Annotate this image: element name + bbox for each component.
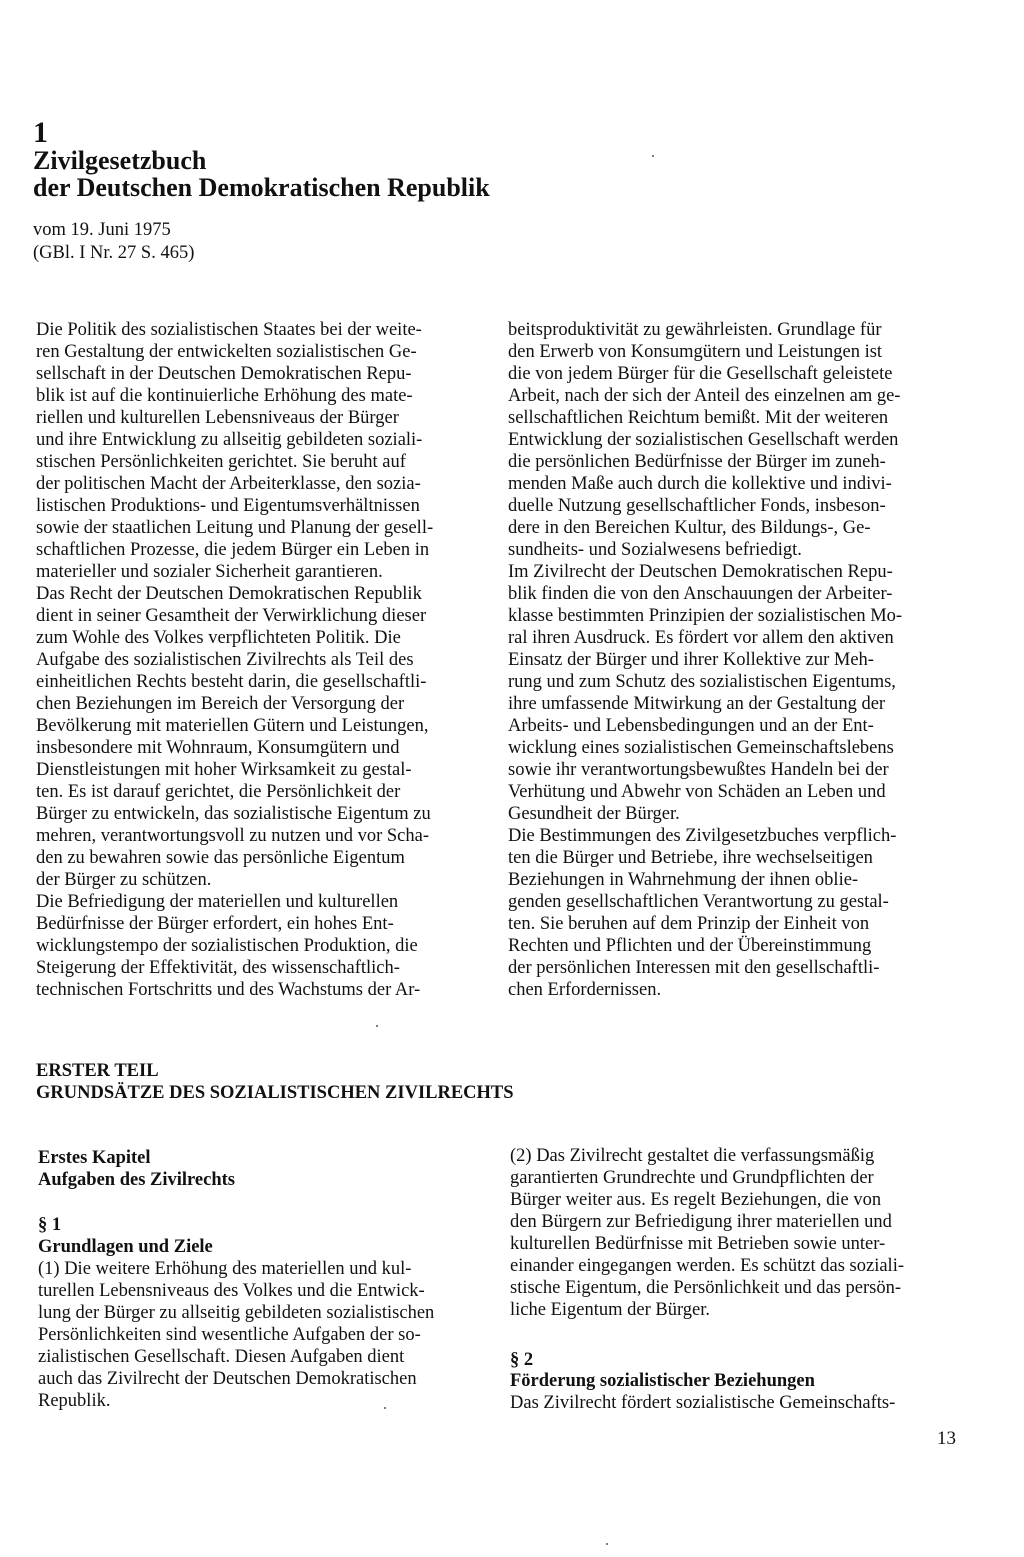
preamble-line: Rechten und Pflichten und der Übereinstimmung (508, 936, 872, 956)
section-1-line: Persönlichkeiten sind wesentliche Aufgaben der so- (38, 1325, 421, 1345)
preamble-line: Arbeit, nach der sich der Anteil des einzelnen am ge- (508, 386, 901, 406)
preamble-line: Aufgabe des sozialistischen Zivilrechts als Teil des (36, 650, 414, 670)
section-1-right-text (510, 1145, 958, 1321)
section-1-line: Republik. (38, 1391, 111, 1411)
document-number: 1 (33, 116, 48, 149)
preamble-line: Die Politik des sozialistischen Staates bei der weite- (36, 320, 422, 340)
section-1-line: turellen Lebensniveaus des Volkes und die Entwick- (38, 1281, 425, 1301)
preamble-line: sowie der staatlichen Leitung und Planung der gesell- (36, 518, 434, 538)
preamble-line: sellschaftlichen Reichtum bemißt. Mit der weiteren (508, 408, 889, 428)
preamble-line: Entwicklung der sozialistischen Gesellschaft werden (508, 430, 899, 450)
preamble-line: den Erwerb von Konsumgütern und Leistungen ist (508, 342, 883, 362)
document-date: vom 19. Juni 1975 (33, 220, 171, 240)
preamble-line: sundheits- und Sozialwesens befriedigt. (508, 540, 802, 560)
scan-speck (384, 1407, 386, 1409)
scan-speck (376, 1025, 378, 1027)
preamble-line: Steigerung der Effektivität, des wissenschaftlich- (36, 958, 400, 978)
section-1-line: garantierten Grundrechte und Grundpflichten der (510, 1168, 874, 1188)
preamble-line: Bevölkerung mit materiellen Gütern und Leistungen, (36, 716, 429, 736)
section-1-line: einander eingegangen werden. Es schützt das soziali- (510, 1256, 905, 1276)
preamble-line: und ihre Entwicklung zu allseitig gebildeten soziali- (36, 430, 423, 450)
preamble-line: einheitlichen Rechts besteht darin, die gesellschaftli- (36, 672, 427, 692)
section-1-line: Bürger weiter aus. Es regelt Beziehungen, die von (510, 1190, 882, 1210)
preamble-line: Die Bestimmungen des Zivilgesetzbuches verpflich- (508, 826, 897, 846)
section-1-number: § 1 (38, 1215, 62, 1235)
section-1-line: (1) Die weitere Erhöhung des materiellen und kul- (38, 1259, 412, 1279)
preamble-line: die persönlichen Bedürfnisse der Bürger im zuneh- (508, 452, 886, 472)
section-1-title: Grundlagen und Ziele (38, 1237, 213, 1257)
preamble-line: blik ist auf die kontinuierliche Erhöhung des mate- (36, 386, 413, 406)
section-2-text (510, 1392, 958, 1414)
preamble-line: Einsatz der Bürger und ihrer Kollektive zur Meh- (508, 650, 874, 670)
preamble-line: stischen Persönlichkeiten gerichtet. Sie beruht auf (36, 452, 406, 472)
preamble-line: dient in seiner Gesamtheit der Verwirklichung dieser (36, 606, 427, 626)
preamble-line: duelle Nutzung gesellschaftlicher Fonds, insbeson- (508, 496, 886, 516)
preamble-line: Arbeits- und Lebensbedingungen und an der Ent- (508, 716, 874, 736)
scan-speck (652, 155, 654, 157)
preamble-line: chen Erfordernissen. (508, 980, 662, 1000)
preamble-line: der politischen Macht der Arbeiterklasse, den sozia- (36, 474, 421, 494)
document-citation: (GBl. I Nr. 27 S. 465) (33, 243, 195, 263)
section-1-line: liche Eigentum der Bürger. (510, 1300, 711, 1320)
chapter-title: Aufgaben des Zivilrechts (38, 1170, 236, 1190)
preamble-line: zum Wohle des Volkes verpflichteten Politik. Die (36, 628, 401, 648)
section-1-line: kulturellen Bedürfnisse mit Betrieben sowie unter- (510, 1234, 886, 1254)
preamble-line: ten die Bürger und Betriebe, ihre wechselseitigen (508, 848, 873, 868)
preamble-line: sellschaft in der Deutschen Demokratischen Repu- (36, 364, 412, 384)
preamble-line: sowie ihr verantwortungsbewußtes Handeln bei der (508, 760, 889, 780)
preamble-line: materieller und sozialer Sicherheit garantieren. (36, 562, 383, 582)
preamble-line: klasse bestimmten Prinzipien der sozialistischen Mo- (508, 606, 903, 626)
preamble-line: den zu bewahren sowie das persönliche Eigentum (36, 848, 405, 868)
preamble-line: beitsproduktivität zu gewährleisten. Grundlage für (508, 320, 882, 340)
section-2-number: § 2 (510, 1350, 534, 1370)
preamble-line: Beziehungen in Wahrnehmung der ihnen oblie- (508, 870, 859, 890)
part-label: ERSTER TEIL (36, 1061, 159, 1081)
preamble-line: chen Beziehungen im Bereich der Versorgung der (36, 694, 405, 714)
preamble-line: ren Gestaltung der entwickelten sozialistischen Ge- (36, 342, 417, 362)
preamble-line: Bedürfnisse der Bürger erfordert, ein hohes Ent- (36, 914, 394, 934)
preamble-line: mehren, verantwortungsvoll zu nutzen und vor Scha- (36, 826, 430, 846)
section-1-line: lung der Bürger zu allseitig gebildeten sozialistischen (38, 1303, 435, 1323)
preamble-left-column (36, 319, 480, 1001)
section-2-line: Das Zivilrecht fördert sozialistische Gemeinschafts- (510, 1393, 896, 1413)
preamble-line: wicklungstempo der sozialistischen Produktion, die (36, 936, 418, 956)
preamble-line: ten. Sie beruhen auf dem Prinzip der Einheit von (508, 914, 870, 934)
preamble-line: der Bürger zu schützen. (36, 870, 212, 890)
preamble-line: blik finden die von den Anschauungen der Arbeiter- (508, 584, 893, 604)
scan-speck (606, 1543, 608, 1545)
preamble-line: Verhütung und Abwehr von Schäden an Leben und (508, 782, 886, 802)
preamble-line: Im Zivilrecht der Deutschen Demokratischen Repu- (508, 562, 893, 582)
chapter-label: Erstes Kapitel (38, 1148, 151, 1168)
preamble-line: Die Befriedigung der materiellen und kulturellen (36, 892, 399, 912)
preamble-line: schaftlichen Prozesse, die jedem Bürger ein Leben in (36, 540, 430, 560)
section-1-line: auch das Zivilrecht der Deutschen Demokratischen (38, 1369, 417, 1389)
preamble-right-column (508, 319, 956, 1001)
preamble-line: Bürger zu entwickeln, das sozialistische Eigentum zu (36, 804, 431, 824)
preamble-line: ihre umfassende Mitwirkung an der Gestaltung der (508, 694, 886, 714)
preamble-line: listischen Produktions- und Eigentumsverhältnissen (36, 496, 420, 516)
section-1-line: stische Eigentum, die Persönlichkeit und das persön- (510, 1278, 901, 1298)
preamble-line: dere in den Bereichen Kultur, des Bildungs-, Ge- (508, 518, 871, 538)
preamble-line: ral ihren Ausdruck. Es fördert vor allem den aktiven (508, 628, 894, 648)
part-title: GRUNDSÄTZE DES SOZIALISTISCHEN ZIVILRECHTS (36, 1083, 514, 1103)
preamble-line: genden gesellschaftlichen Verantwortung zu gestal- (508, 892, 889, 912)
section-1-left-text (38, 1258, 482, 1412)
preamble-line: riellen und kulturellen Lebensniveaus der Bürger (36, 408, 399, 428)
document-title-line-1: Zivilgesetzbuch (33, 146, 207, 175)
section-1-line: zialistischen Gesellschaft. Diesen Aufgaben dient (38, 1347, 405, 1367)
preamble-line: rung und zum Schutz des sozialistischen Eigentums, (508, 672, 896, 692)
preamble-line: der persönlichen Interessen mit den gesellschaftli- (508, 958, 880, 978)
preamble-line: menden Maße auch durch die kollektive und indivi- (508, 474, 892, 494)
section-2-title: Förderung sozialistischer Beziehungen (510, 1371, 815, 1391)
preamble-line: Gesundheit der Bürger. (508, 804, 680, 824)
preamble-line: die von jedem Bürger für die Gesellschaft geleistete (508, 364, 893, 384)
section-1-line: den Bürgern zur Befriedigung ihrer materiellen und (510, 1212, 892, 1232)
preamble-line: insbesondere mit Wohnraum, Konsumgütern und (36, 738, 400, 758)
preamble-line: Dienstleistungen mit hoher Wirksamkeit zu gestal- (36, 760, 412, 780)
preamble-line: Das Recht der Deutschen Demokratischen Republik (36, 584, 422, 604)
page-number: 13 (937, 1428, 956, 1449)
preamble-line: wicklung eines sozialistischen Gemeinschaftslebens (508, 738, 894, 758)
document-title-line-2: der Deutschen Demokratischen Republik (33, 173, 490, 202)
preamble-line: ten. Es ist darauf gerichtet, die Persönlichkeit der (36, 782, 401, 802)
preamble-line: technischen Fortschritts und des Wachstums der Ar- (36, 980, 421, 1000)
section-1-line: (2) Das Zivilrecht gestaltet die verfassungsmäßig (510, 1146, 875, 1166)
